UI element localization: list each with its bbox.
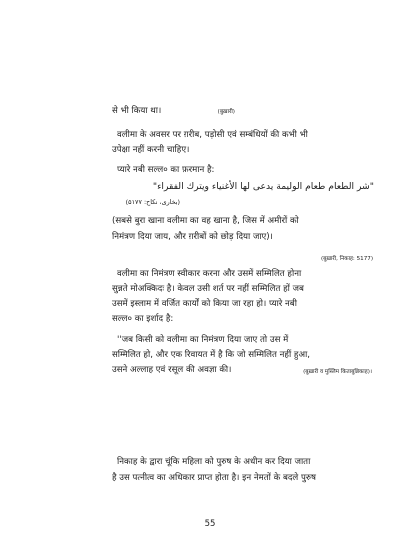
paragraph-line: वलीमा का निमंत्रण स्वीकार करना और उसमें सम्मिलित होना bbox=[117, 269, 302, 279]
hadith-line: उसने अल्लाह एवं रसूल की अवज्ञा की। bbox=[112, 365, 232, 375]
text-line: से भी किया था। bbox=[112, 106, 162, 116]
reference-note: (बुख़ारी) bbox=[217, 109, 235, 115]
reference-note: (बुख़ारी, निकाह: 5177) bbox=[320, 256, 373, 262]
translation-line: (सबसे बुरा खाना वलीमा का वह खाना है, जिस में अमीरों को bbox=[112, 216, 299, 226]
paragraph-line: सल्ल० का इर्शाद है: bbox=[112, 314, 174, 324]
paragraph-line: सुन्नते मोअक्किदः है। केवल उसी शर्त पर नहीं सम्मिलित हों जब bbox=[112, 284, 304, 294]
paragraph-line: निकाह के द्वारा चूंकि महिला को पुरुष के अधीन कर दिया जाता bbox=[117, 457, 311, 467]
hadith-line: ''जब किसी को वलीमा का निमंत्रण दिया जाए तो उस में bbox=[117, 335, 289, 345]
paragraph-line: है उस पत्नीत्व का अधिकार प्राप्त होता है। इन नेमतों के बदले पुरुष bbox=[112, 473, 316, 483]
intro-line: प्यारे नबी सल्ल० का फ़रमान है: bbox=[117, 165, 215, 175]
paragraph-line: उपेक्षा नहीं करनी चाहिए। bbox=[112, 145, 190, 155]
translation-line: निमंत्रण दिया जाय, और ग़रीबों को छोड़ दिया जाए)। bbox=[112, 232, 273, 242]
page-number: 55 bbox=[204, 519, 216, 529]
paragraph-line: वलीमा के अवसर पर ग़रीब, पड़ोसी एवं सम्बंधियों की कभी भी bbox=[117, 130, 308, 140]
reference-note: (बुख़ारी व मुस्लिम किताबुन्निकाह)। bbox=[303, 369, 372, 375]
arabic-quote: "شر الطعام طعام الوليمة يدعى لها الأغنياء ويترك الفقراء" bbox=[152, 181, 374, 192]
paragraph-line: उसमें इस्लाम में वर्जित कार्यों को किया जा रहा हो। प्यारे नबी bbox=[112, 299, 297, 309]
hadith-line: सम्मिलित हो, और एक रिवायत में है कि जो सम्मिलित नहीं हुआ, bbox=[112, 350, 311, 360]
arabic-source: (بخاری، نکاح: ۵۱۷۷) bbox=[125, 198, 180, 206]
